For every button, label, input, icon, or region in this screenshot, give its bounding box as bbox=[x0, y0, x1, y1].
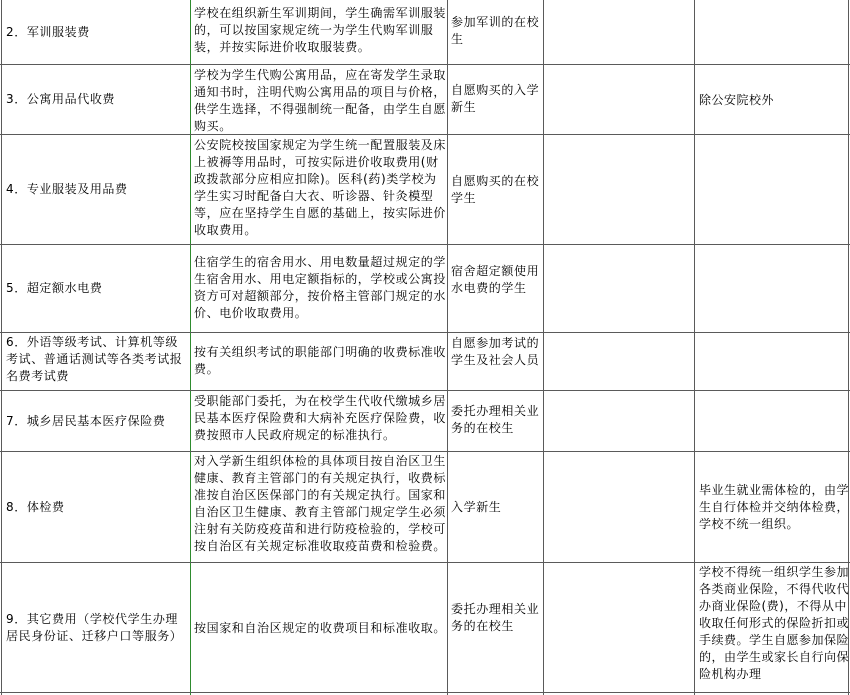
row-desc: 公安院校按国家规定为学生统一配置服装及床上被褥等用品时，可按实际进价收取费用(财政拨款部分应相应扣除)。医科(药)类学校为学生实习时配备白大衣、听诊器、针灸模型等，应在坚持学生自愿的基础上，按实际进价收取费用。 bbox=[194, 138, 447, 237]
row-note: 除公安院校外 bbox=[699, 92, 775, 107]
row-item-military-uniform: 2．军训服装费 bbox=[6, 24, 90, 39]
row-desc: 受职能部门委托，为在校学生代收代缴城乡居民基本医疗保险费和大病补充医疗保险费，收费按照市人民政府规定的标准执行。 bbox=[194, 394, 447, 442]
row-item-excess-utilities: 5．超定额水电费 bbox=[6, 281, 103, 295]
row-desc: 学校在组织新生军训期间，学生确需军训服装的，可以按国家规定统一为学生代购军训服装，并按实际进价收取服装费。 bbox=[194, 6, 447, 54]
row-note bbox=[697, 0, 849, 64]
row-item-exam-fees: 6．外语等级考试、计算机等级考试、普通话测试等各类考试报名费考试费 bbox=[6, 335, 183, 383]
row-target: 自愿参加考试的学生及社会人员 bbox=[451, 336, 540, 367]
row-desc: 按国家和自治区规定的收费项目和标准收取。 bbox=[194, 620, 447, 635]
row-target: 委托办理相关业务的在校生 bbox=[451, 602, 540, 633]
grid-line bbox=[447, 0, 448, 695]
row-desc: 对入学新生组织体检的具体项目按自治区卫生健康、教育主管部门的有关规定执行，收费标准按自治区医保部门的有关规定执行。国家和自治区卫生健康、教育主管部门规定学生必须注射有关防疫疫苗和进行防疫检验的，学校可按自治区有关规定标准收取疫苗费和检验费。 bbox=[194, 454, 447, 553]
grid-line bbox=[543, 0, 544, 695]
row-item-professional-clothing: 4．专业服装及用品费 bbox=[6, 182, 128, 196]
row-item-physical-exam: 8．体检费 bbox=[6, 499, 65, 514]
row-note: 学校不得统一组织学生参加各类商业保险，不得代收代办商业保险(费)，不得从中收取任何形式的保险折扣或手续费。学生自愿参加保险的，由学生或家长自行向保险机构办理 bbox=[699, 565, 849, 681]
grid-line bbox=[190, 0, 191, 695]
row-item-dorm-supplies: 3．公寓用品代收费 bbox=[6, 92, 116, 106]
row-note bbox=[697, 135, 849, 244]
grid-line bbox=[694, 0, 695, 695]
grid-line bbox=[0, 692, 850, 693]
row-target: 参加军训的在校生 bbox=[451, 15, 540, 46]
row-target: 宿舍超定额使用水电费的学生 bbox=[451, 264, 540, 295]
row-note: 毕业生就业需体检的，由学生自行体检并交纳体检费，学校不统一组织。 bbox=[699, 483, 849, 531]
row-desc: 学校为学生代购公寓用品，应在寄发学生录取通知书时，注明代购公寓用品的项目与价格，供学生选择，不得强制统一配备，由学生自愿购买。 bbox=[194, 68, 447, 133]
row-desc: 按有关组织考试的职能部门明确的收费标准收费。 bbox=[194, 345, 447, 376]
row-target: 自愿购买的在校学生 bbox=[451, 174, 540, 205]
row-target: 自愿购买的入学新生 bbox=[451, 83, 540, 114]
row-note bbox=[697, 245, 849, 332]
row-desc: 住宿学生的宿舍用水、用电数量超过规定的学生宿舍用水、用电定额指标的，学校或公寓投资方可对超额部分，按价格主管部门规定的水价、电价收取费用。 bbox=[194, 255, 447, 320]
row-target: 入学新生 bbox=[451, 500, 502, 514]
row-item-medical-insurance: 7．城乡居民基本医疗保险费 bbox=[6, 413, 166, 428]
row-item-other-fees: 9．其它费用（学校代学生办理居民身份证、迁移户口等服务） bbox=[6, 611, 183, 643]
row-target: 委托办理相关业务的在校生 bbox=[451, 404, 540, 435]
row-note bbox=[697, 333, 849, 390]
row-note bbox=[697, 391, 849, 451]
